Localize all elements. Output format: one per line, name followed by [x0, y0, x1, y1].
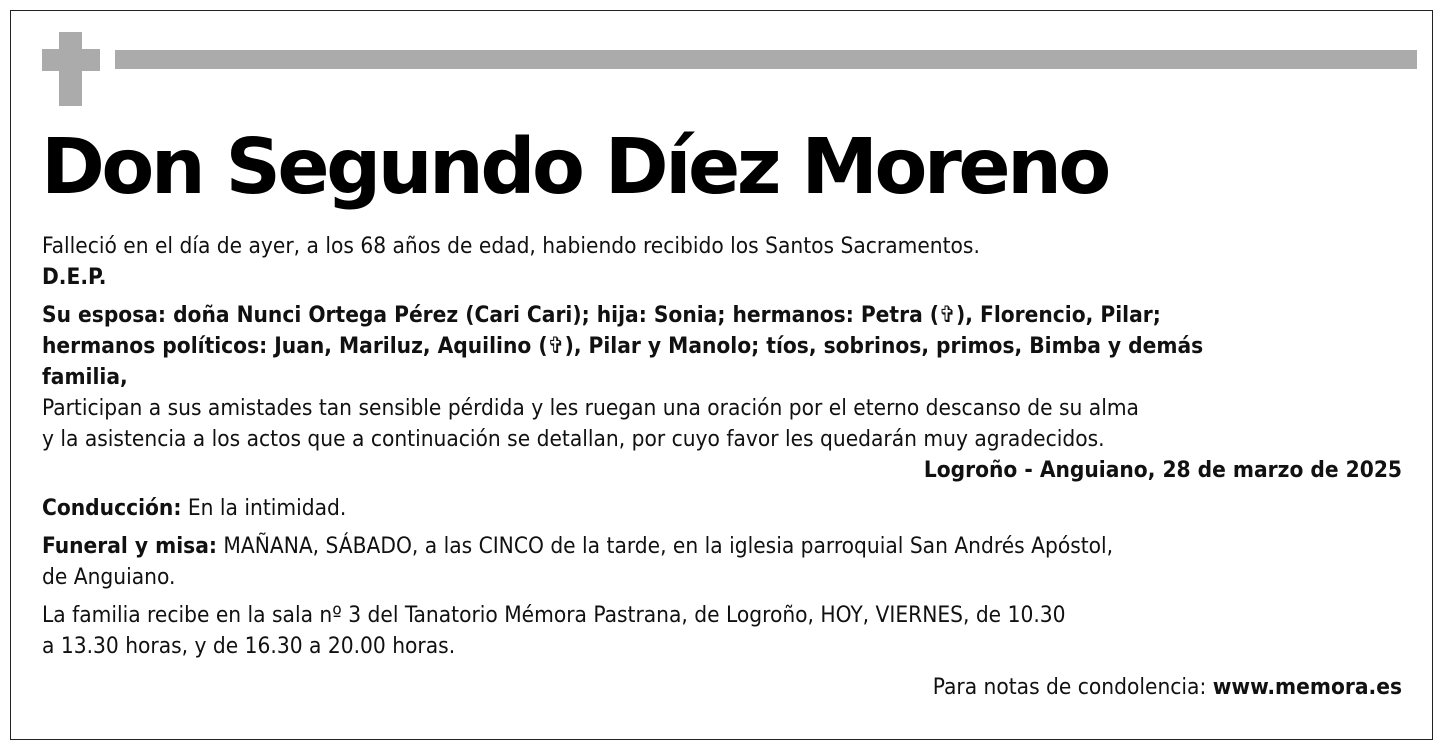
funeral-value-line-1: MAÑANA, SÁBADO, a las CINCO de la tarde, en la iglesia parroquial San Andrés Apóstol, [216, 533, 1114, 559]
visitation-line-2: a 13.30 horas, y de 16.30 a 20.00 horas. [42, 633, 456, 659]
intro-text: Falleció en el día de ayer, a los 68 años de edad, habiendo recibido los Santos Sacramentos. [42, 233, 980, 259]
participan-line-2: y la asistencia a los actos que a continuación se detallan, por cuyo favor les quedarán muy agradecidos. [42, 426, 1105, 452]
notice-body [42, 231, 1412, 703]
funeral-paragraph [42, 531, 1412, 593]
conduccion-line [42, 493, 1412, 524]
family-paragraph [42, 300, 1412, 393]
deceased-name: Don Segundo Díez Moreno [41, 123, 1108, 212]
family-line-1a: Su esposa: doña Nunci Ortega Pérez (Cari Cari); hija: Sonia; hermanos: Petra ( [42, 302, 940, 328]
conduccion-value: En la intimidad. [181, 495, 347, 521]
family-line-1b: ), Florencio, Pilar; [956, 302, 1161, 328]
obituary-notice [10, 10, 1433, 740]
visitation-line-1: La familia recibe en la sala nº 3 del Tanatorio Mémora Pastrana, de Logroño, HOY, VIERNES, de 10.30 [42, 602, 1066, 628]
small-cross-icon: ✞ [547, 333, 565, 359]
header-rule [115, 50, 1417, 69]
condolence-label: Para notas de condolencia: [932, 674, 1213, 700]
participan-line-1: Participan a sus amistades tan sensible pérdida y les ruegan una oración por el eterno descanso de su alma [42, 395, 1139, 421]
visitation-paragraph [42, 600, 1412, 662]
condolence-url[interactable]: www.memora.es [1212, 674, 1402, 700]
participation-paragraph [42, 393, 1412, 455]
family-line-3: familia, [42, 364, 128, 390]
conduccion-label: Conducción: [42, 495, 182, 521]
dep-text: D.E.P. [42, 264, 107, 290]
condolence-line [42, 672, 1412, 703]
family-line-2b: ), Pilar y Manolo; tíos, sobrinos, primos, Bimba y demás [564, 333, 1204, 359]
family-line-2a: hermanos políticos: Juan, Mariluz, Aquilino ( [42, 333, 548, 359]
small-cross-icon: ✞ [939, 302, 957, 328]
cross-icon [42, 32, 100, 106]
funeral-label: Funeral y misa: [42, 533, 217, 559]
place-date: Logroño - Anguiano, 28 de marzo de 2025 [923, 457, 1402, 483]
funeral-value-line-2: de Anguiano. [42, 564, 176, 590]
